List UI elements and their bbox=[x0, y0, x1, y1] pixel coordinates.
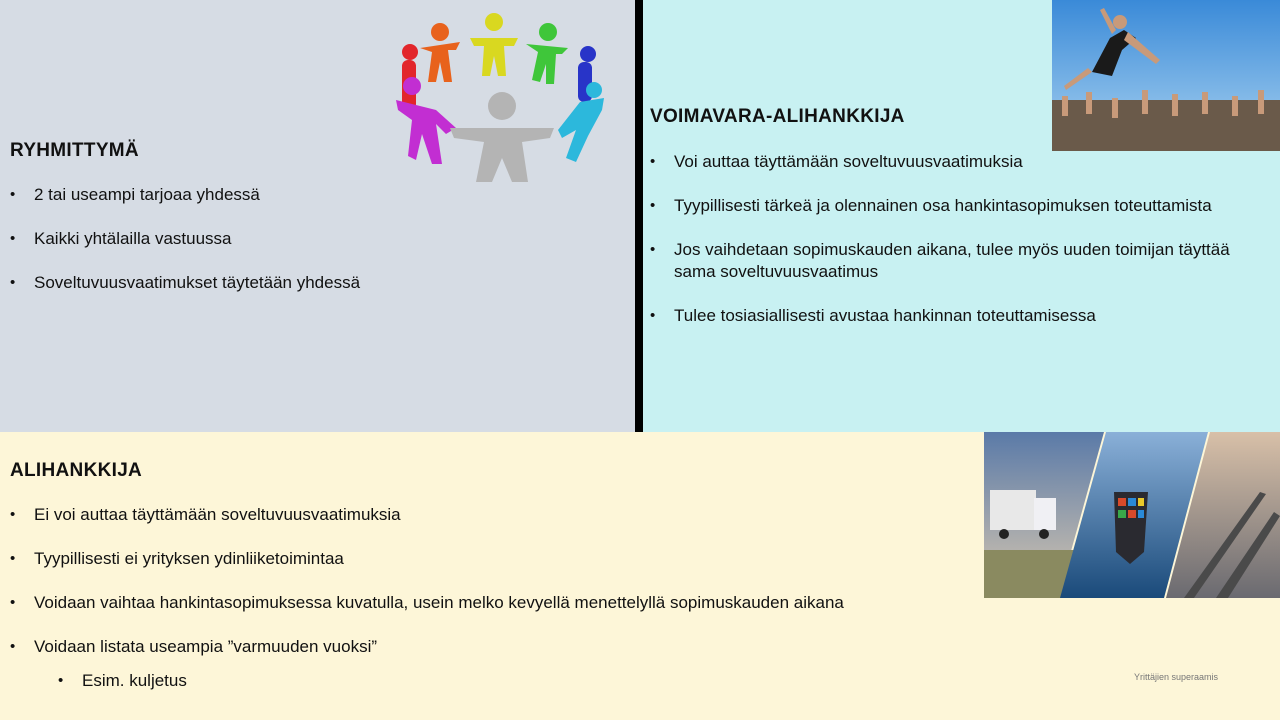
gray-figure bbox=[450, 92, 554, 182]
voimavara-bullet-list bbox=[650, 151, 1260, 349]
list-item: • Tyypillisesti ei yrityksen ydinliiketoimintaa bbox=[10, 548, 970, 570]
list-item: • Tulee tosiasiallisesti avustaa hankinnan toteuttamisessa bbox=[650, 305, 1260, 327]
list-item: • Voi auttaa täyttämään soveltuvuusvaatimuksia bbox=[650, 151, 1260, 173]
list-item: • Tyypillisesti tärkeä ja olennainen osa hankintasopimuksen toteuttamista bbox=[650, 195, 1260, 217]
transport-collage-photo bbox=[984, 432, 1280, 598]
list-item: • Jos vaihdetaan sopimuskauden aikana, tulee myös uuden toimijan täyttää sama soveltuvuusvaatimus bbox=[650, 239, 1260, 283]
people-circle-illustration bbox=[390, 10, 610, 188]
list-item: • Kaikki yhtälailla vastuussa bbox=[10, 228, 610, 250]
truck-trailer bbox=[990, 490, 1036, 530]
magenta-figure bbox=[396, 77, 456, 164]
crowd-surfer-photo bbox=[1052, 0, 1280, 151]
list-item: • 2 tai useampi tarjoaa yhdessä bbox=[10, 184, 610, 206]
list-item: • Soveltuvuusvaatimukset täytetään yhdessä bbox=[10, 272, 610, 294]
alihankkija-bullet-list bbox=[10, 504, 970, 714]
alihankkija-title: ALIHANKKIJA bbox=[10, 460, 143, 481]
green-figure bbox=[526, 23, 568, 84]
sub-list-item: • Esim. kuljetus bbox=[10, 670, 970, 692]
red-figure bbox=[402, 44, 418, 110]
list-item: • Ei voi auttaa täyttämään soveltuvuusvaatimuksia bbox=[10, 504, 970, 526]
orange-figure bbox=[420, 23, 460, 82]
ryhmittyma-title: RYHMITTYMÄ bbox=[10, 140, 139, 161]
list-item: • Voidaan vaihtaa hankintasopimuksessa kuvatulla, usein melko kevyellä menettelyllä sopimuskauden aikana bbox=[10, 592, 970, 614]
yellow-figure bbox=[470, 13, 518, 76]
voimavara-title: VOIMAVARA-ALIHANKKIJA bbox=[650, 106, 905, 127]
list-item: • Voidaan listata useampia ”varmuuden vuoksi” bbox=[10, 636, 970, 658]
vertical-divider bbox=[635, 0, 643, 432]
watermark-text: Yrittäjien superaamis bbox=[1134, 672, 1219, 682]
ryhmittyma-panel bbox=[0, 0, 636, 432]
truck-cab bbox=[1034, 498, 1056, 530]
ryhmittyma-bullet-list bbox=[10, 184, 610, 316]
